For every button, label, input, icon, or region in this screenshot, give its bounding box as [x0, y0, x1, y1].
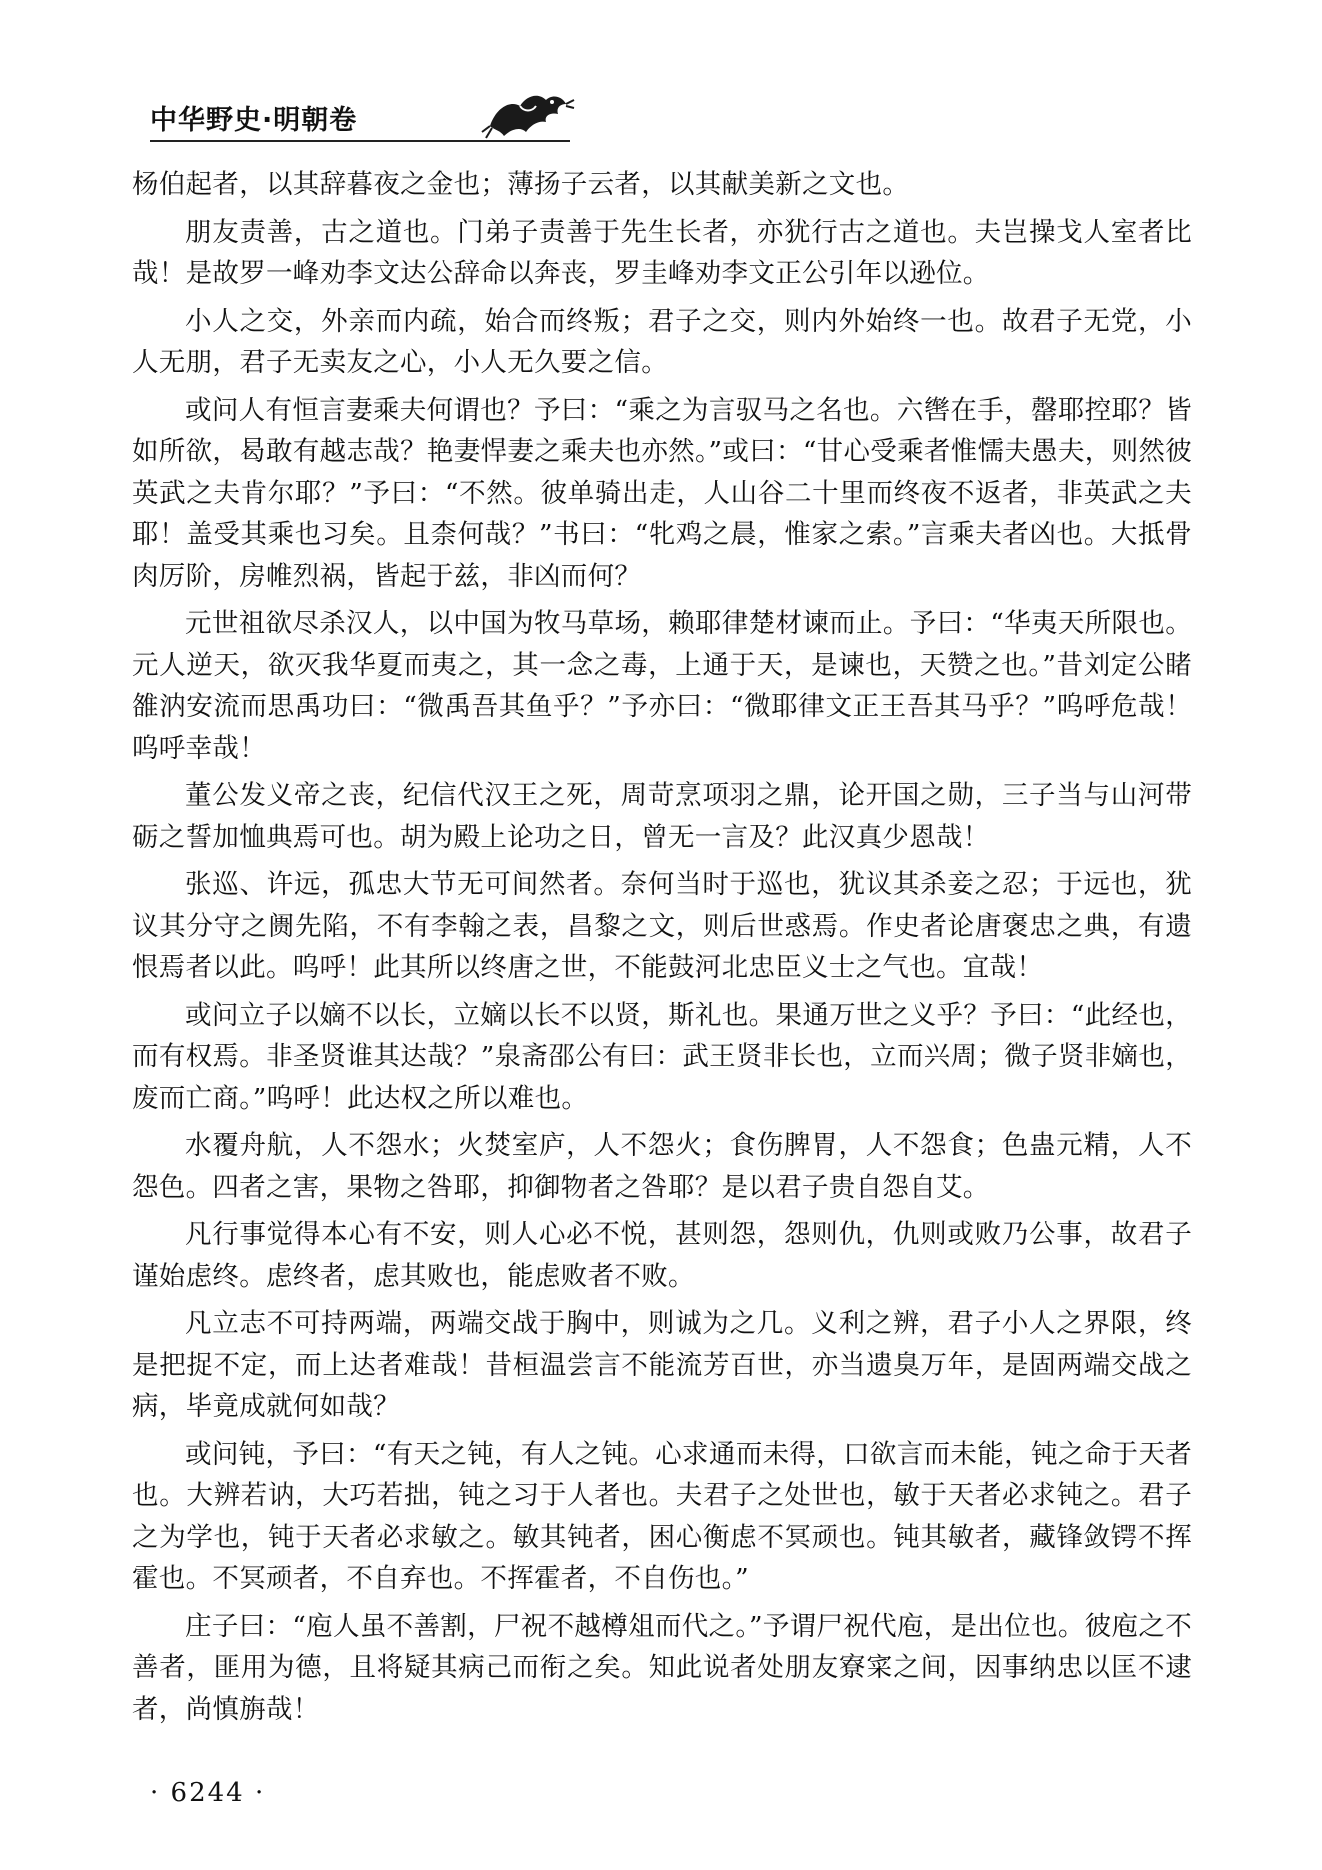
body-text: [132, 164, 1192, 1736]
paragraph: 董公发义帝之丧，纪信代汉王之死，周苛烹项羽之鼎，论开国之勋，三子当与山河带砺之誓加恤典焉可也。胡为殿上论功之日，曾无一言及？此汉真少恩哉！: [132, 780, 1192, 853]
paragraph: 凡立志不可持两端，两端交战于胸中，则诚为之几。义利之辨，君子小人之界限，终是把捉不定，而上达者难哉！昔桓温尝言不能流芳百世，亦当遗臭万年，是固两端交战之病，毕竟成就何如哉？: [132, 1308, 1192, 1422]
paragraph: 杨伯起者，以其辞暮夜之金也；薄扬子云者，以其献美新之文也。: [132, 169, 910, 200]
dragon-emblem-icon: [480, 86, 576, 142]
paragraph: 庄子曰：“庖人虽不善割，尸祝不越樽俎而代之。”予谓尸祝代庖，是出位也。彼庖之不善者，匪用为德，且将疑其病己而衔之矣。知此说者处朋友寮寀之间，因事纳忠以匡不逮者，尚慎旃哉！: [132, 1610, 1192, 1725]
paragraph: 元世祖欲尽杀汉人，以中国为牧马草场，赖耶律楚材谏而止。予曰：“华夷天所限也。元人逆天，欲灭我华夏而夷之，其一念之毒，上通于天，是谏也，天赞之也。”昔刘定公睹雒汭安流而思禹功曰：“微禹吾其鱼乎？”予亦曰：“微耶律文正王吾其马乎？”呜呼危哉！呜呼幸哉！: [132, 608, 1192, 764]
paragraph: 或问人有恒言妻乘夫何谓也？予曰：“乘之为言驭马之名也。六辔在手，罄耶控耶？皆如所欲，曷敢有越志哉？艳妻悍妻之乘夫也亦然。”或曰：“甘心受乘者惟懦夫愚夫，则然彼英武之夫肯尔耶？”予曰：“不然。彼单骑出走，人山谷二十里而终夜不返者，非英武之夫耶！盖受其乘也习矣。且柰何哉？”书曰：“牝鸡之晨，惟家之索。”言乘夫者凶也。大抵骨肉厉阶，房帷烈祸，皆起于兹，非凶而何？: [132, 394, 1192, 592]
page-number: · 6244 ·: [150, 1778, 266, 1808]
header-rule: [150, 140, 570, 142]
paragraph: 小人之交，外亲而内疏，始合而终叛；君子之交，则内外始终一也。故君子无党，小人无朋，君子无卖友之心，小人无久要之信。: [132, 305, 1192, 378]
paragraph: 凡行事觉得本心有不安，则人心必不悦，甚则怨，怨则仇，仇则或败乃公事，故君子谨始虑终。虑终者，虑其败也，能虑败者不败。: [132, 1219, 1192, 1292]
paragraph: 或问钝，予曰：“有天之钝，有人之钝。心求通而未得，口欲言而未能，钝之命于天者也。大辨若讷，大巧若拙，钝之习于人者也。夫君子之处世也，敏于天者必求钝之。君子之为学也，钝于天者必求敏之。敏其钝者，困心衡虑不冥顽也。钝其敏者，藏锋敛锷不挥霍也。不冥顽者，不自弃也。不挥霍者，不自伤也。”: [132, 1438, 1192, 1594]
paragraph: 水覆舟航，人不怨水；火焚室庐，人不怨火；食伤脾胃，人不怨食；色蛊元精，人不怨色。四者之害，果物之咎耶，抑御物者之咎耶？是以君子贵自怨自艾。: [132, 1130, 1192, 1203]
paragraph: 朋友责善，古之道也。门弟子责善于先生长者，亦犹行古之道也。夫岂操戈人室者比哉！是故罗一峰劝李文达公辞命以奔丧，罗圭峰劝李文正公引年以逊位。: [132, 216, 1192, 289]
book-title: 中华野史·明朝卷: [150, 105, 358, 136]
running-header: [150, 92, 550, 148]
paragraph: 或问立子以嫡不以长，立嫡以长不以贤，斯礼也。果通万世之义乎？予曰：“此经也，而有权焉。非圣贤谁其达哉？”泉斋邵公有曰：武王贤非长也，立而兴周；微子贤非嫡也，废而亡商。”呜呼！此达权之所以难也。: [132, 999, 1192, 1114]
paragraph: 张巡、许远，孤忠大节无可间然者。奈何当时于巡也，犹议其杀妾之忍；于远也，犹议其分守之阓先陷，不有李翰之表，昌黎之文，则后世惑焉。作史者论唐褒忠之典，有遗恨焉者以此。呜呼！此其所以终唐之世，不能鼓河北忠臣义士之气也。宜哉！: [132, 869, 1192, 983]
